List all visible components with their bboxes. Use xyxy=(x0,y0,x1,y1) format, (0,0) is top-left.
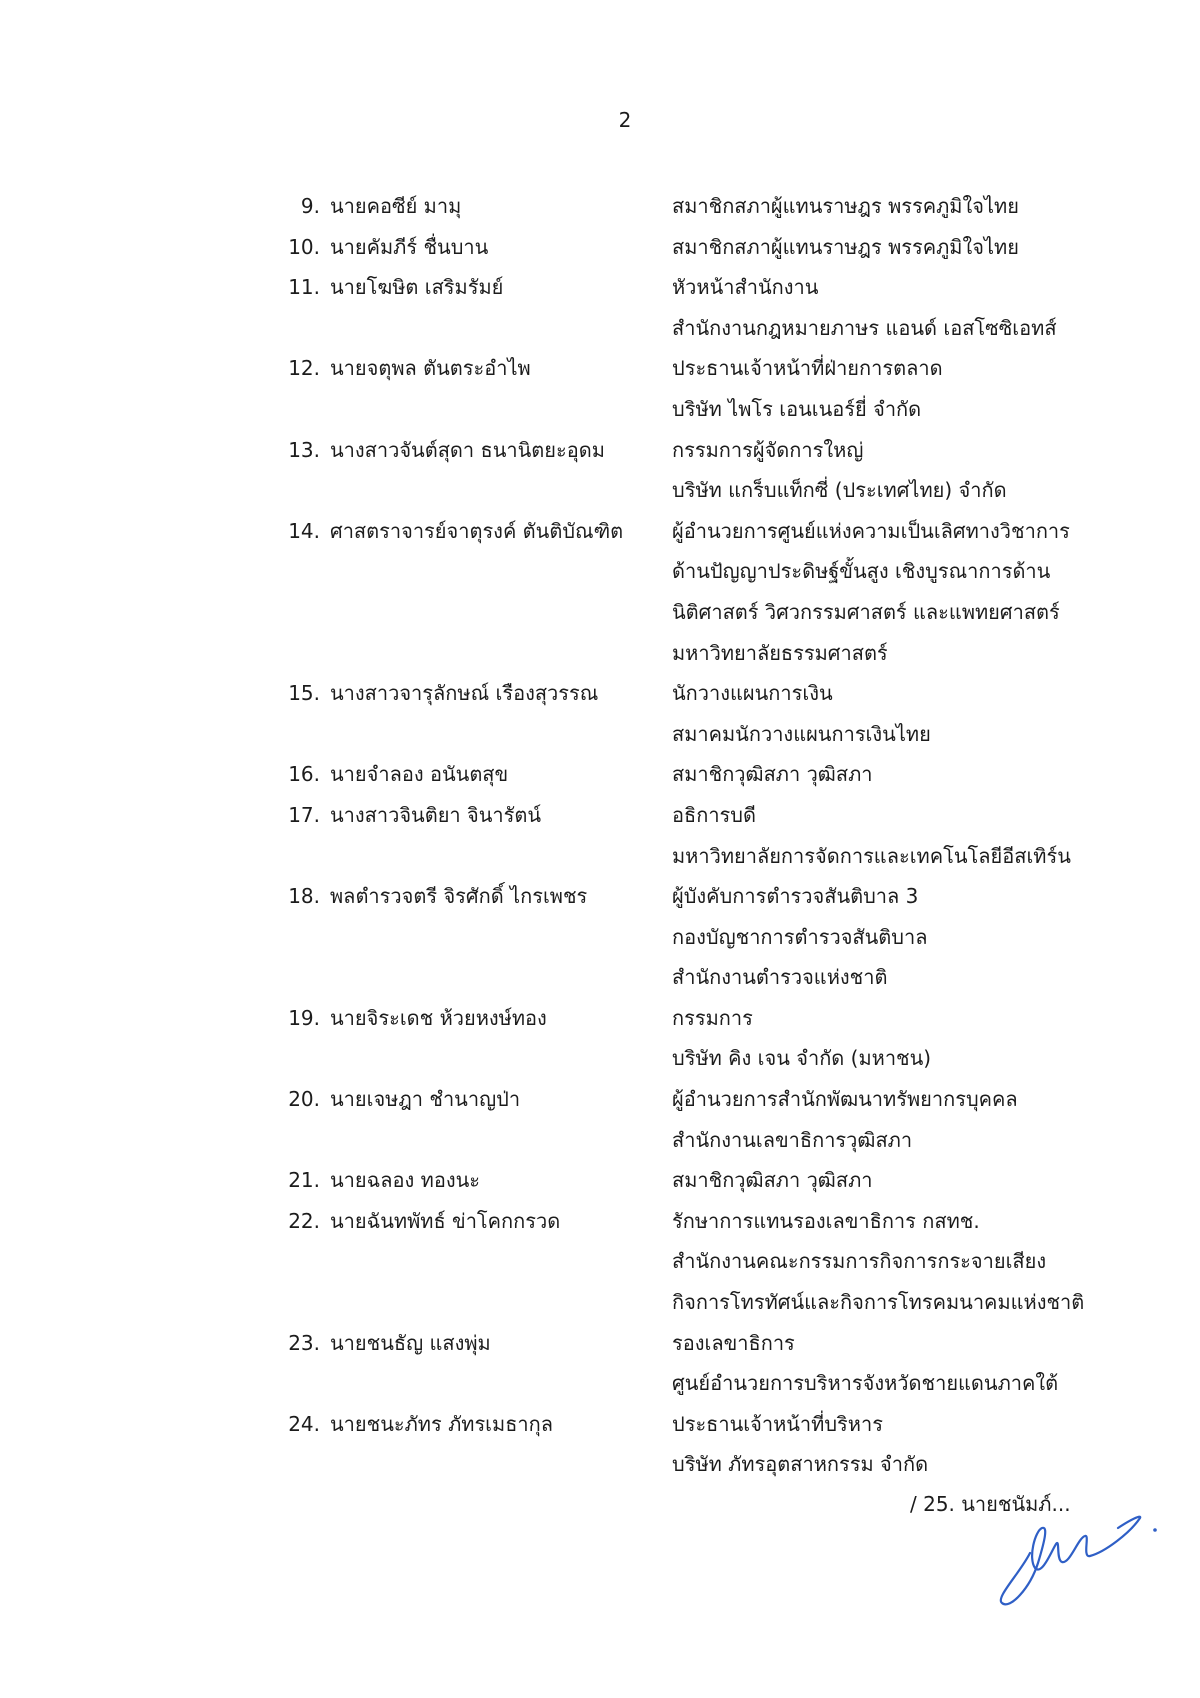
member-name: นายคัมภีร์ ชื่นบาน xyxy=(330,234,489,259)
item-number: 21. xyxy=(288,1168,320,1193)
member-name: ศาสตราจารย์จาตุรงค์ ตันติบัณฑิต xyxy=(330,518,624,543)
list-item xyxy=(0,267,1200,348)
position-line: รองเลขาธิการ xyxy=(672,1330,795,1355)
position-line: มหาวิทยาลัยธรรมศาสตร์ xyxy=(672,640,888,665)
position-line: สมาชิกสภาผู้แทนราษฎร พรรคภูมิใจไทย xyxy=(672,194,1019,218)
position-line: สำนักงานตำรวจแห่งชาติ xyxy=(672,965,888,990)
list-item xyxy=(0,754,1200,795)
member-name: นายชนะภัทร ภัทรเมธากุล xyxy=(330,1411,554,1436)
position-line: ประธานเจ้าหน้าที่ฝ่ายการตลาด xyxy=(672,356,943,381)
member-name: นายฉลอง ทองนะ xyxy=(330,1168,481,1193)
member-name: นายโฆษิต เสริมรัมย์ xyxy=(330,275,504,300)
position-line: สำนักงานเลขาธิการวุฒิสภา xyxy=(672,1127,913,1152)
position-line: รักษาการแทนรองเลขาธิการ กสทช. xyxy=(672,1208,980,1233)
list-item xyxy=(0,1323,1200,1404)
position-line: บริษัท ไพโร เอนเนอร์ยี่ จำกัด xyxy=(672,396,922,421)
signature xyxy=(990,1478,1165,1613)
member-positions xyxy=(672,876,1200,998)
position-line: อธิการบดี xyxy=(672,802,756,827)
member-name: นายจำลอง อนันตสุข xyxy=(330,762,509,787)
member-positions xyxy=(672,267,1200,348)
member-positions xyxy=(672,430,1200,511)
member-name: นายจตุพล ตันตระอำไพ xyxy=(330,356,531,381)
page-number: 2 xyxy=(618,108,632,132)
position-line: มหาวิทยาลัยการจัดการและเทคโนโลยีอีสเทิร์น xyxy=(672,843,1071,868)
position-line: บริษัท แกร็บแท็กซี่ (ประเทศไทย) จำกัด xyxy=(672,478,1007,503)
position-line: หัวหน้าสำนักงาน xyxy=(672,275,819,300)
position-line: สมาคมนักวางแผนการเงินไทย xyxy=(672,721,931,746)
member-list xyxy=(0,186,1200,1485)
member-positions xyxy=(672,186,1200,227)
member-name: นางสาวจารุลักษณ์ เรืองสุวรรณ xyxy=(330,681,599,706)
list-item xyxy=(0,1079,1200,1160)
list-item xyxy=(0,511,1200,673)
member-positions xyxy=(672,227,1200,268)
position-line: สำนักงานคณะกรรมการกิจการกระจายเสียง xyxy=(672,1249,1047,1274)
item-number: 23. xyxy=(288,1330,320,1355)
position-line: ผู้อำนวยการสำนักพัฒนาทรัพยากรบุคคล xyxy=(672,1087,1018,1112)
member-name: นางสาวจันต์สุดา ธนานิตยะอุดม xyxy=(330,437,605,462)
position-line: ด้านปัญญาประดิษฐ์ขั้นสูง เชิงบูรณาการด้าน xyxy=(672,559,1051,584)
position-line: นิติศาสตร์ วิศวกรรมศาสตร์ และแพทยศาสตร์ xyxy=(672,599,1060,624)
item-number: 12. xyxy=(288,356,320,381)
position-line: สมาชิกวุฒิสภา วุฒิสภา xyxy=(672,762,873,787)
item-number: 19. xyxy=(288,1005,320,1030)
position-line: บริษัท คิง เจน จำกัด (มหาชน) xyxy=(672,1046,932,1071)
position-line: กรรมการ xyxy=(672,1005,753,1030)
position-line: นักวางแผนการเงิน xyxy=(672,681,833,706)
member-positions xyxy=(672,795,1200,876)
list-item xyxy=(0,430,1200,511)
position-line: กิจการโทรทัศน์และกิจการโทรคมนาคมแห่งชาติ xyxy=(672,1290,1085,1315)
signature-dot xyxy=(1153,1528,1157,1532)
list-item xyxy=(0,998,1200,1079)
member-positions xyxy=(672,673,1200,754)
position-line: กองบัญชาการตำรวจสันติบาล xyxy=(672,924,928,949)
item-number: 10. xyxy=(288,234,320,259)
list-item xyxy=(0,227,1200,268)
member-positions xyxy=(672,1201,1200,1323)
position-line: สำนักงานกฎหมายภาษร แอนด์ เอสโซซิเอทส์ xyxy=(672,315,1057,340)
member-positions xyxy=(672,511,1200,673)
item-number: 11. xyxy=(288,275,320,300)
member-positions xyxy=(672,1079,1200,1160)
list-item xyxy=(0,1201,1200,1323)
member-name: นายชนธัญ แสงพุ่ม xyxy=(330,1330,491,1355)
item-number: 13. xyxy=(288,437,320,462)
position-line: ประธานเจ้าหน้าที่บริหาร xyxy=(672,1411,883,1436)
member-name: พลตำรวจตรี จิรศักดิ์ ไกรเพชร xyxy=(330,884,588,909)
item-number: 14. xyxy=(288,518,320,543)
item-number: 9. xyxy=(300,194,320,218)
member-name: นายเจษฎา ชำนาญป่า xyxy=(330,1087,521,1112)
list-item xyxy=(0,795,1200,876)
continuation-note: / 25. นายชนัมภ์... xyxy=(910,1492,1071,1516)
item-number: 18. xyxy=(288,884,320,909)
list-item xyxy=(0,1404,1200,1485)
position-line: สมาชิกวุฒิสภา วุฒิสภา xyxy=(672,1168,873,1193)
list-item xyxy=(0,186,1200,227)
member-positions xyxy=(672,1404,1200,1485)
position-line: ศูนย์อำนวยการบริหารจังหวัดชายแดนภาคใต้ xyxy=(672,1371,1059,1396)
position-line: ผู้บังคับการตำรวจสันติบาล 3 xyxy=(672,884,919,909)
member-positions xyxy=(672,754,1200,795)
member-positions xyxy=(672,998,1200,1079)
position-line: กรรมการผู้จัดการใหญ่ xyxy=(672,437,864,462)
member-positions xyxy=(672,348,1200,429)
position-line: บริษัท ภัทรอุตสาหกรรม จำกัด xyxy=(672,1452,929,1477)
item-number: 16. xyxy=(288,762,320,787)
list-item xyxy=(0,876,1200,998)
position-line: ผู้อำนวยการศูนย์แห่งความเป็นเลิศทางวิชาการ xyxy=(672,518,1070,543)
member-name: นายคอซีย์ มามุ xyxy=(330,194,462,218)
member-positions xyxy=(672,1160,1200,1201)
member-name: นางสาวจินติยา จินารัตน์ xyxy=(330,802,542,827)
item-number: 24. xyxy=(288,1411,320,1436)
list-item xyxy=(0,673,1200,754)
member-positions xyxy=(672,1323,1200,1404)
item-number: 17. xyxy=(288,802,320,827)
position-line: สมาชิกสภาผู้แทนราษฎร พรรคภูมิใจไทย xyxy=(672,234,1019,259)
list-item xyxy=(0,1160,1200,1201)
list-item xyxy=(0,348,1200,429)
member-name: นายฉันทพัทธ์ ข่าโคกกรวด xyxy=(330,1208,561,1233)
member-name: นายจิระเดช ห้วยหงษ์ทอง xyxy=(330,1005,547,1030)
item-number: 20. xyxy=(288,1087,320,1112)
item-number: 22. xyxy=(288,1208,320,1233)
item-number: 15. xyxy=(288,681,320,706)
